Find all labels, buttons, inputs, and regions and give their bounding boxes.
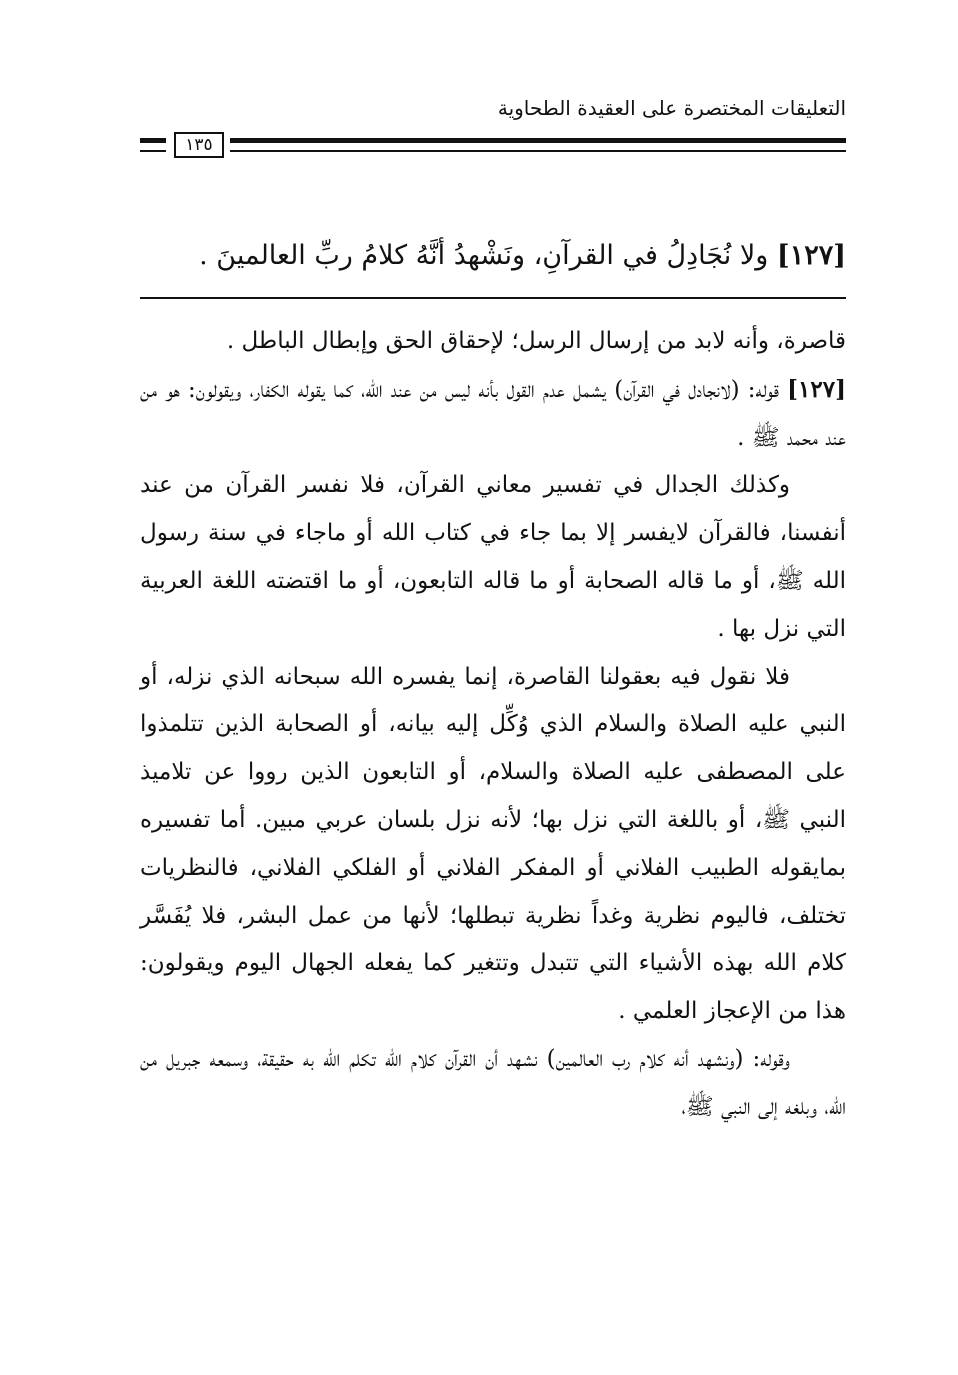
matn-number: [١٢٧] bbox=[776, 240, 846, 271]
header-rule bbox=[140, 136, 846, 156]
header-rule-stub bbox=[140, 138, 166, 152]
commentary-paragraph-0: قاصرة، وأنه لابد من إرسال الرسل؛ لإحقاق الحق وإبطال الباطل . bbox=[226, 328, 846, 354]
commentary bbox=[140, 318, 846, 1132]
header-rule-main bbox=[230, 138, 846, 152]
commentary-paragraph-3: فلا نقول فيه بعقولنا القاصرة، إنما يفسره الله سبحانه الذي نزله، أو النبي عليه الصلاة والسلام الذي وُكِّل إليه بيانه، أو الصحابة الذين تتلمذوا على المصطفى عليه الصلاة والسلام، أو التابعون الذين رووا عن تلاميذ النبي ﷺ، أو باللغة التي نزل بها؛ لأنه نزل بلسان عربي مبين. أما تفسيره بمايقوله الطبيب الفلاني أو المفكر الفلاني أو الفلكي الفلاني، فالنظريات تختلف، فاليوم نظرية وغداً نظرية تبطلها؛ لأنها من عمل البشر، فلا يُفَسَّر كلام الله بهذه الأشياء التي تتبدل وتتغير كما يفعله الجهال اليوم ويقولون: هذا من الإعجاز العلمي . bbox=[140, 663, 846, 1025]
commentary-number: [١٢٧] bbox=[787, 375, 846, 403]
running-title: التعليقات المختصرة على العقيدة الطحاوية bbox=[497, 96, 846, 120]
commentary-paragraph-1 bbox=[140, 366, 846, 463]
matn-divider bbox=[140, 297, 846, 299]
page-number: ١٣٥ bbox=[174, 132, 224, 158]
commentary-paragraph-2: وكذلك الجدال في تفسير معاني القرآن، فلا نفسر القرآن من عند أنفسنا، فالقرآن لايفسر إلا بما جاء في كتاب الله أو ماجاء في سنة رسول الله ﷺ، أو ما قاله الصحابة أو ما قاله التابعون، أو ما اقتضته اللغة العربية التي نزل بها . bbox=[140, 472, 846, 642]
matn-text: ولا نُجَادِلُ في القرآنِ، ونَشْهدُ أنَّهُ كلامُ ربِّ العالمينَ . bbox=[199, 240, 769, 271]
commentary-paragraph-1-text: قوله: (لانجادل في القرآن) يشمل عدم القول بأنه ليس من عند الله، كما يقوله الكفار، ويقولون: هو من عند محمد ﷺ . bbox=[140, 376, 846, 451]
matn-line bbox=[140, 236, 846, 276]
commentary-paragraph-4: وقوله: (ونشهد أنه كلام رب العالمين) نشهد أن القرآن كلام الله تكلم الله به حقيقة، وسمعه جبريل من الله، وبلغه إلى النبي ﷺ، bbox=[140, 1045, 846, 1120]
